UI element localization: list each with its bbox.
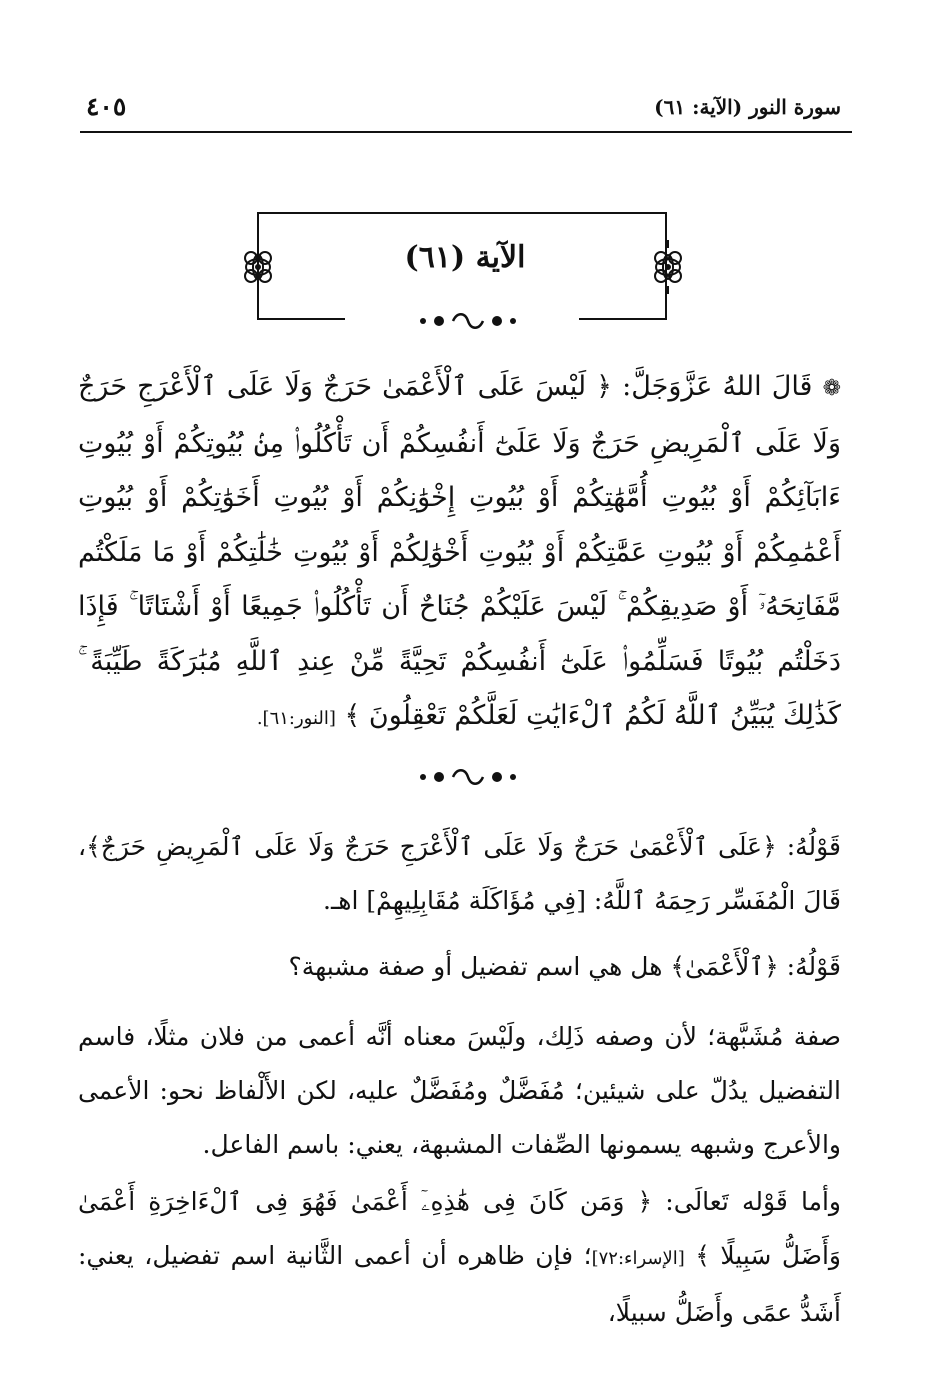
commentary-paragraph: قَوْلُهُ: ﴿ٱلْأَعْمَىٰ﴾ هل هي اسم تفضيل أو صفة مشبهة؟ xyxy=(288,952,841,981)
section-separator xyxy=(368,766,568,792)
knot-ornament-icon xyxy=(651,238,685,296)
verse-quran-text: ﴿ لَيْسَ عَلَى ٱلْأَعْمَىٰ حَرَجٌ وَلَا عَلَى ٱلْأَعْرَجِ حَرَجٌ وَلَا عَلَى ٱلْمَرِيضِ حَرَجٌ وَلَا عَلَىٰٓ أَنفُسِكُمْ أَن تَأْكُلُوا۟ مِنۢ بُيُوتِكُمْ أَوْ بُيُوتِ ءَابَآئِكُمْ أَوْ بُيُوتِ أُمَّهَٰتِكُمْ أَوْ بُيُوتِ إِخْوَٰنِكُمْ أَوْ بُيُوتِ أَخَوَٰتِكُمْ أَوْ بُيُوتِ أَعْمَٰمِكُمْ أَوْ بُيُوتِ عَمَّٰتِكُمْ أَوْ بُيُوتِ أَخْوَٰلِكُمْ أَوْ بُيُوتِ خَٰلَٰتِكُمْ أَوْ مَا مَلَكْتُم مَّفَاتِحَهُۥٓ أَوْ صَدِيقِكُمْ ۚ لَيْسَ عَلَيْكُمْ جُنَاحٌ أَن تَأْكُلُوا۟ جَمِيعًا أَوْ أَشْتَاتًا ۚ فَإِذَا دَخَلْتُم بُيُوتًا فَسَلِّمُوا۟ عَلَىٰٓ أَنفُسِكُمْ تَحِيَّةً مِّنْ عِندِ ٱللَّهِ مُبَٰرَكَةً طَيِّبَةً ۚ كَذَٰلِكَ يُبَيِّنُ ٱللَّهُ لَكُمُ ٱلْءَايَٰتِ لَعَلَّكُمْ تَعْقِلُونَ ﴾ xyxy=(78,371,841,731)
ornament-divider xyxy=(368,310,568,336)
verse-intro: قَالَ اللهُ عَزَّوَجَلَّ: xyxy=(622,371,813,402)
verse-text-block xyxy=(78,360,841,747)
frame-bottom-right xyxy=(579,318,667,320)
commentary-paragraph: صفة مُشَبَّهة؛ لأن وصفه ذَلِك، ولَيْسَ معناه أنَّه أعمى من فلان مثلًا، فاسم التفضيل يدُلّ على شيئين؛ مُفَضَّلٌ ومُفَضَّلٌ عليه، لكن الأَلْفاظ نحو: الأعمى والأعرج وشبهه يسمونها الصِّفات المشبهة، يعني: باسم الفاعل. xyxy=(78,1022,841,1159)
paragraph-tail: ؛ فإن ظاهره أن أعمى الثَّانية اسم تفضيل، يعني: أَشَدُّ عمًى وأَضَلُّ سبيلًا، xyxy=(78,1241,841,1327)
verse-title: الآية (٦١) xyxy=(404,240,526,275)
flower-bullet-icon: ❁ xyxy=(822,376,841,401)
running-title: سورة النور (الآية: ٦١) xyxy=(654,95,841,119)
frame-bottom-left xyxy=(257,318,345,320)
dots-divider-icon xyxy=(413,766,523,788)
verse-reference: [النور:٦١]. xyxy=(256,708,336,729)
dots-divider-icon xyxy=(413,310,523,332)
header-divider xyxy=(80,131,852,133)
paragraph-reference: [الإسراء:٧٢] xyxy=(591,1248,685,1269)
paragraph-text: وأما قَوْله تَعالَى: ﴿ وَمَن كَانَ فِى هَٰذِهِۦٓ أَعْمَىٰ فَهُوَ فِى ٱلْءَاخِرَةِ أَعْمَىٰ وَأَضَلُّ سَبِيلًا ﴾ xyxy=(78,1187,841,1270)
page-number: ٤٠٥ xyxy=(86,92,127,121)
commentary-paragraph: قَوْلُهُ: ﴿عَلَى ٱلْأَعْمَىٰ حَرَجٌ وَلَا عَلَى ٱلْأَعْرَجِ حَرَجٌ وَلَا عَلَى ٱلْمَرِيضِ حَرَجٌ﴾، قَالَ الْمُفَسِّر رَحِمَهُ ٱللَّهُ: [فِي مُؤَاكَلَة مُقَابِلِيهِمْ] اهـ. xyxy=(78,832,841,915)
knot-ornament-icon xyxy=(241,238,275,296)
commentary-paragraph xyxy=(78,1175,841,1340)
frame-top-edge xyxy=(257,212,667,214)
